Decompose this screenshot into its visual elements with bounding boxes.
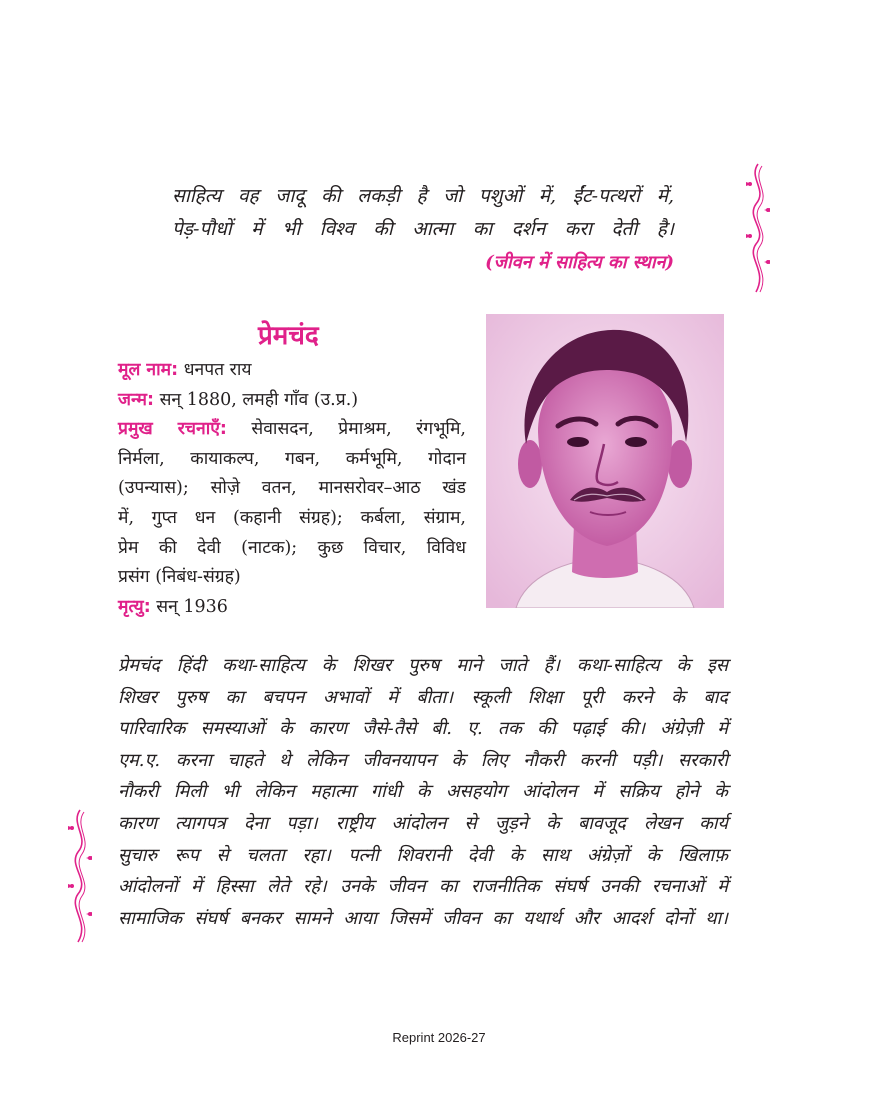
biography-line: नौकरी मिली भी लेकिन महात्मा गांधी के असहयोग आंदोलन में सक्रिय होने के <box>118 781 728 803</box>
quote-source: (जीवन में साहित्य का स्थान) <box>485 252 674 273</box>
biography-line: आंदोलनों में हिस्सा लेते रहे। उनके जीवन का राजनीतिक संघर्ष उनकी रचनाओं में <box>118 876 728 898</box>
works-line: निर्मला, कायाकल्प, गबन, कर्मभूमि, गोदान <box>118 448 466 469</box>
works-line: प्रेम की देवी (नाटक); कुछ विचार, विविध <box>118 537 466 558</box>
author-portrait <box>486 314 724 608</box>
portrait-illustration <box>486 314 724 608</box>
birth-value: सन् 1880, लमही गाँव (उ.प्र.) <box>159 389 359 410</box>
original-name-label: मूल नाम: <box>118 360 179 380</box>
quote-line: साहित्य वह जादू की लकड़ी है जो पशुओं में, ईंट-पत्थरों में, <box>172 185 674 207</box>
works-line: में, गुप्त धन (कहानी संग्रह); कर्बला, संग्राम, <box>118 507 466 528</box>
floral-vine-ornament-left <box>66 808 94 944</box>
biography-line: सुचारु रूप से चलता रहा। पत्नी शिवरानी देवी के साथ अंग्रेज़ों के खिलाफ़ <box>118 844 728 866</box>
works-line: प्रसंग (निबंध-संग्रह) <box>118 567 241 588</box>
death-label: मृत्यु: <box>118 596 151 617</box>
biography-line: शिखर पुरुष का बचपन अभावों में बीता। स्कूली शिक्षा पूरी करने के बाद <box>118 686 728 708</box>
works-line: (उपन्यास); सोज़े वतन, मानसरोवर–आठ खंड <box>118 478 466 499</box>
quote-line: पेड़-पौधों में भी विश्व की आत्मा का दर्शन करा देती है। <box>172 218 674 240</box>
epigraph-quote <box>172 180 674 279</box>
original-name-row <box>118 356 466 386</box>
works-row <box>118 415 466 445</box>
author-name-heading: प्रेमचंद <box>258 321 319 351</box>
reprint-footer: Reprint 2026-27 <box>392 1030 486 1045</box>
biography-line: एम.ए. करना चाहते थे लेकिन जीवनयापन के लिए नौकरी करनी पड़ी। सरकारी <box>118 749 728 771</box>
original-name-value: धनपत राय <box>183 360 252 380</box>
death-value: सन् 1936 <box>156 596 228 617</box>
biography-line: पारिवारिक समस्याओं के कारण जैसे-तैसे बी. ए. तक की पढ़ाई की। अंग्रेज़ी में <box>118 718 728 740</box>
biography-line: सामाजिक संघर्ष बनकर सामने आया जिसमें जीवन का यथार्थ और आदर्श दोनों था। <box>118 907 728 929</box>
biography-line: प्रेमचंद हिंदी कथा-साहित्य के शिखर पुरुष माने जाते हैं। कथा-साहित्य के इस <box>118 655 728 676</box>
birth-label: जन्म: <box>118 389 155 410</box>
works-label: प्रमुख रचनाएँ: <box>118 419 227 440</box>
biography-line: कारण त्यागपत्र देना पड़ा। राष्ट्रीय आंदोलन से जुड़ने के बावजूद लेखन कार्य <box>118 812 728 834</box>
works-line: सेवासदन, प्रेमाश्रम, रंगभूमि, <box>251 419 466 440</box>
biography-paragraph <box>118 650 728 934</box>
floral-vine-ornament-top <box>744 162 772 294</box>
author-details <box>118 356 466 622</box>
birth-row <box>118 386 466 416</box>
death-row <box>118 593 466 623</box>
